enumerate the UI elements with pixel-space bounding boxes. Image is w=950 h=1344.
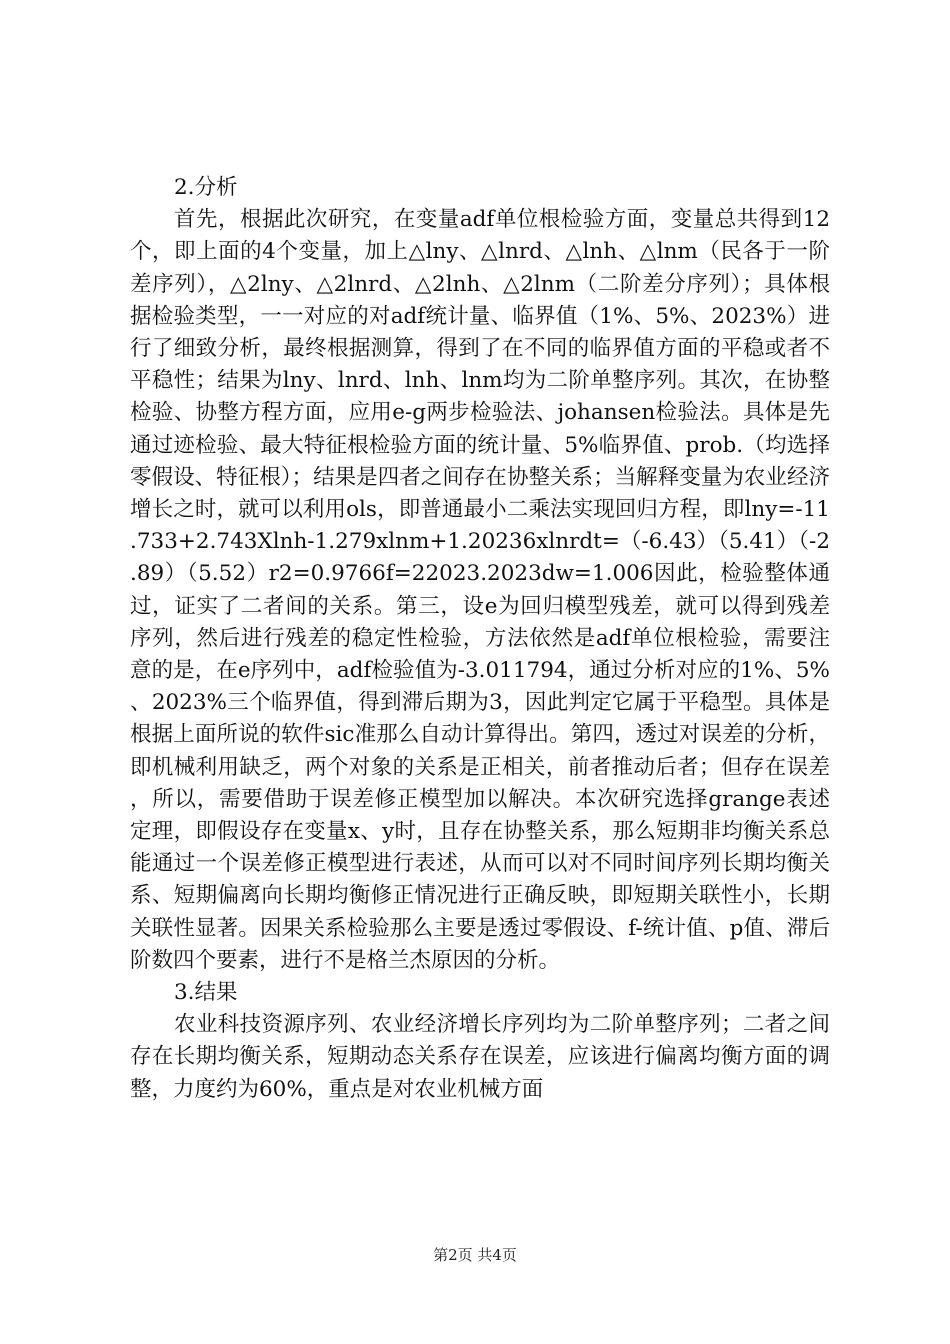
paragraph-results: 农业科技资源序列、农业经济增长序列均为二阶单整序列；二者之间存在长期均衡关系，短期动态关系存在误差，应该进行偏离均衡方面的调整，力度约为60%，重点是对农业机械方面	[130, 1012, 830, 1102]
section-results	[130, 977, 830, 1106]
section-heading-analysis: 2.分析	[174, 175, 238, 200]
page-number-footer: 第2页 共4页	[433, 1246, 517, 1264]
section-analysis	[130, 172, 830, 977]
document-body	[130, 172, 830, 1106]
paragraph-analysis: 首先，根据此次研究，在变量adf单位根检验方面，变量总共得到12个，即上面的4个变量，加上△lny、△lnrd、△lnh、△lnm（民各于一阶差序列），△2lny、△2lnrd、△2lnh、△2lnm（二阶差分序列）；具体根据检验类型，一一对应的对adf统计量、临界值（1%、5%、2023%）进行了细致分析，最终根据测算，得到了在不同的临界值方面的平稳或者不平稳性；结果为lny、lnrd、lnh、lnm均为二阶单整序列。其次，在协整检验、协整方程方面，应用e-g两步检验法、johansen检验法。具体是先通过迹检验、最大特征根检验方面的统计量、5%临界值、prob.（均选择零假设、特征根）；结果是四者之间存在协整关系；当解释变量为农业经济增长之时，就可以利用ols，即普通最小二乘法实现回归方程，即lny=-11.733+2.743Xlnh-1.279xlnm+1.20236xlnrdt=（-6.43）（5.41）（-2.89）（5.52）r2=0.9766f=22023.2023dw=1.006因此，检验整体通过，证实了二者间的关系。第三，设e为回归模型残差，就可以得到残差序列，然后进行残差的稳定性检验，方法依然是adf单位根检验，需要注意的是，在e序列中，adf检验值为-3.011794，通过分析对应的1%、5%、2023%三个临界值，得到滞后期为3，因此判定它属于平稳型。具体是根据上面所说的软件sic准那么自动计算得出。第四，透过对误差的分析，即机械利用缺乏，两个对象的关系是正相关，前者推动后者；但存在误差，所以，需要借助于误差修正模型加以解决。本次研究选择grange表述定理，即假设存在变量x、y时，且存在协整关系，那么短期非均衡关系总能通过一个误差修正模型进行表述，从而可以对不同时间序列长期均衡关系、短期偏离向长期均衡修正情况进行正确反映，即短期关联性小，长期关联性显著。因果关系检验那么主要是透过零假设、f-统计值、p值、滞后阶数四个要素，进行不是格兰杰原因的分析。	[130, 207, 830, 973]
section-heading-results: 3.结果	[174, 980, 238, 1006]
